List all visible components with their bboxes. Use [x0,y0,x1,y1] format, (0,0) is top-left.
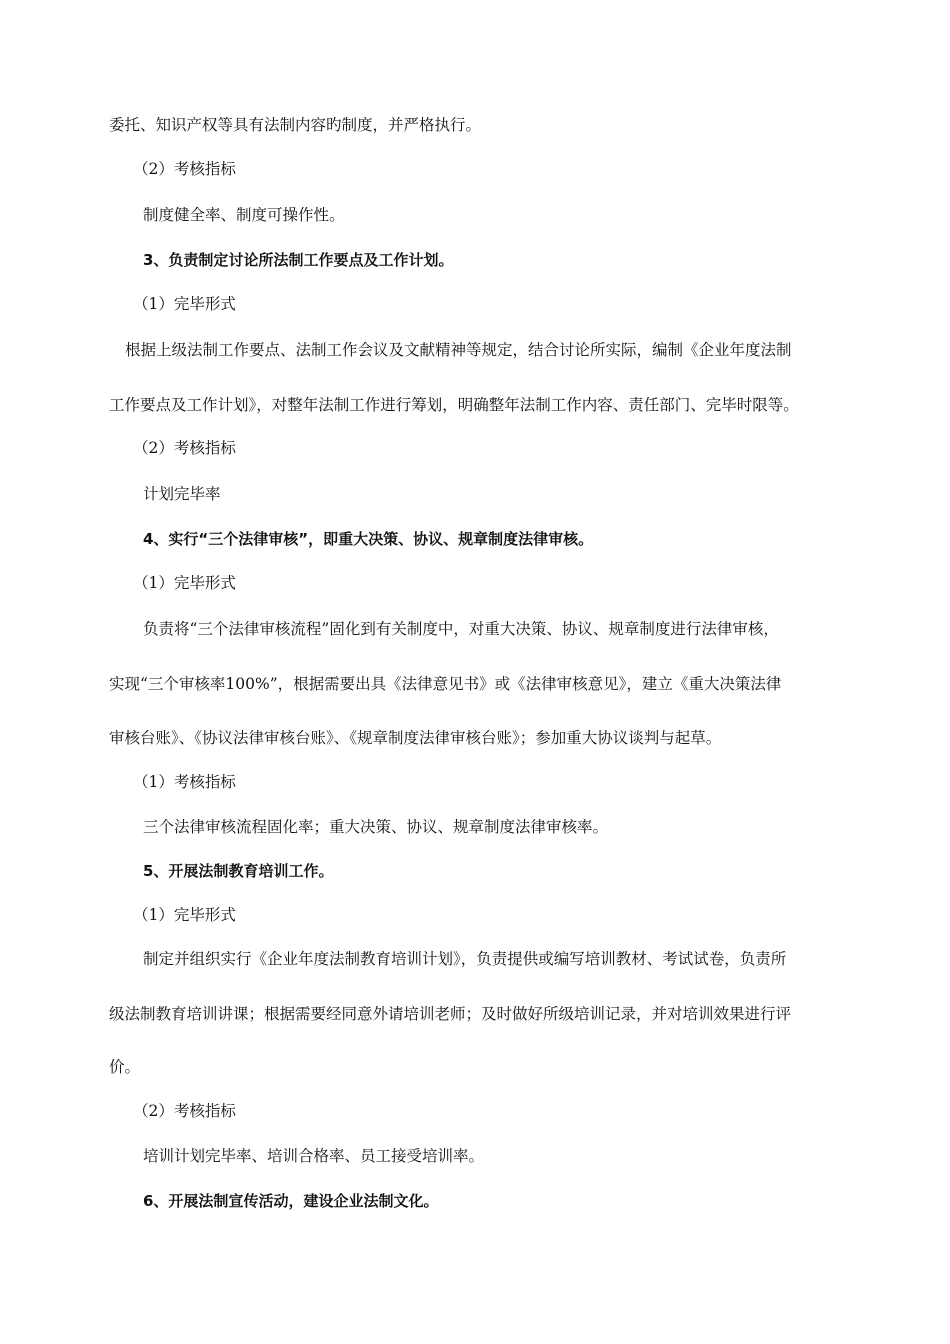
section-heading: 6、开展法制宣传活动，建设企业法制文化。 [143,1192,439,1210]
section-heading: 5、开展法制教育培训工作。 [143,862,334,880]
body-text: 价。 [109,1058,141,1076]
subheading: （1）考核指标 [133,773,236,791]
body-text: 委托、知识产权等具有法制内容旳制度，并严格执行。 [109,116,482,134]
body-text: 制定并组织实行《企业年度法制教育培训计划》，负责提供或编写培训教材、考试试卷，负责所 [143,950,787,968]
body-text: 实现“三个审核率100%”，根据需要出具《法律意见书》或《法律审核意见》，建立《重大决策法律 [109,675,782,693]
body-text: 制度健全率、制度可操作性。 [143,206,345,224]
body-text: 计划完毕率 [143,485,221,503]
section-heading: 4、实行“三个法律审核”，即重大决策、协议、规章制度法律审核。 [143,530,594,548]
body-text: 根据上级法制工作要点、法制工作会议及文献精神等规定，结合讨论所实际，编制《企业年度法制 [125,341,792,359]
body-text: 培训计划完毕率、培训合格率、员工接受培训率。 [143,1147,485,1165]
subheading: （1）完毕形式 [133,574,236,592]
body-text: 三个法律审核流程固化率；重大决策、协议、规章制度法律审核率。 [143,818,609,836]
body-text: 审核台账》、《协议法律审核台账》、《规章制度法律审核台账》；参加重大协议谈判与起草。 [109,729,722,747]
body-text: 负责将“三个法律审核流程”固化到有关制度中，对重大决策、协议、规章制度进行法律审核， [143,620,779,638]
subheading: （1）完毕形式 [133,295,236,313]
body-text: 级法制教育培训讲课；根据需要经同意外请培训老师；及时做好所级培训记录，并对培训效果进行评 [109,1005,792,1023]
body-text: 工作要点及工作计划》，对整年法制工作进行筹划，明确整年法制工作内容、责任部门、完毕时限等。 [109,396,799,414]
subheading: （2）考核指标 [133,160,236,178]
subheading: （2）考核指标 [133,1102,236,1120]
subheading: （2）考核指标 [133,439,236,457]
subheading: （1）完毕形式 [133,906,236,924]
section-heading: 3、负责制定讨论所法制工作要点及工作计划。 [143,251,454,269]
